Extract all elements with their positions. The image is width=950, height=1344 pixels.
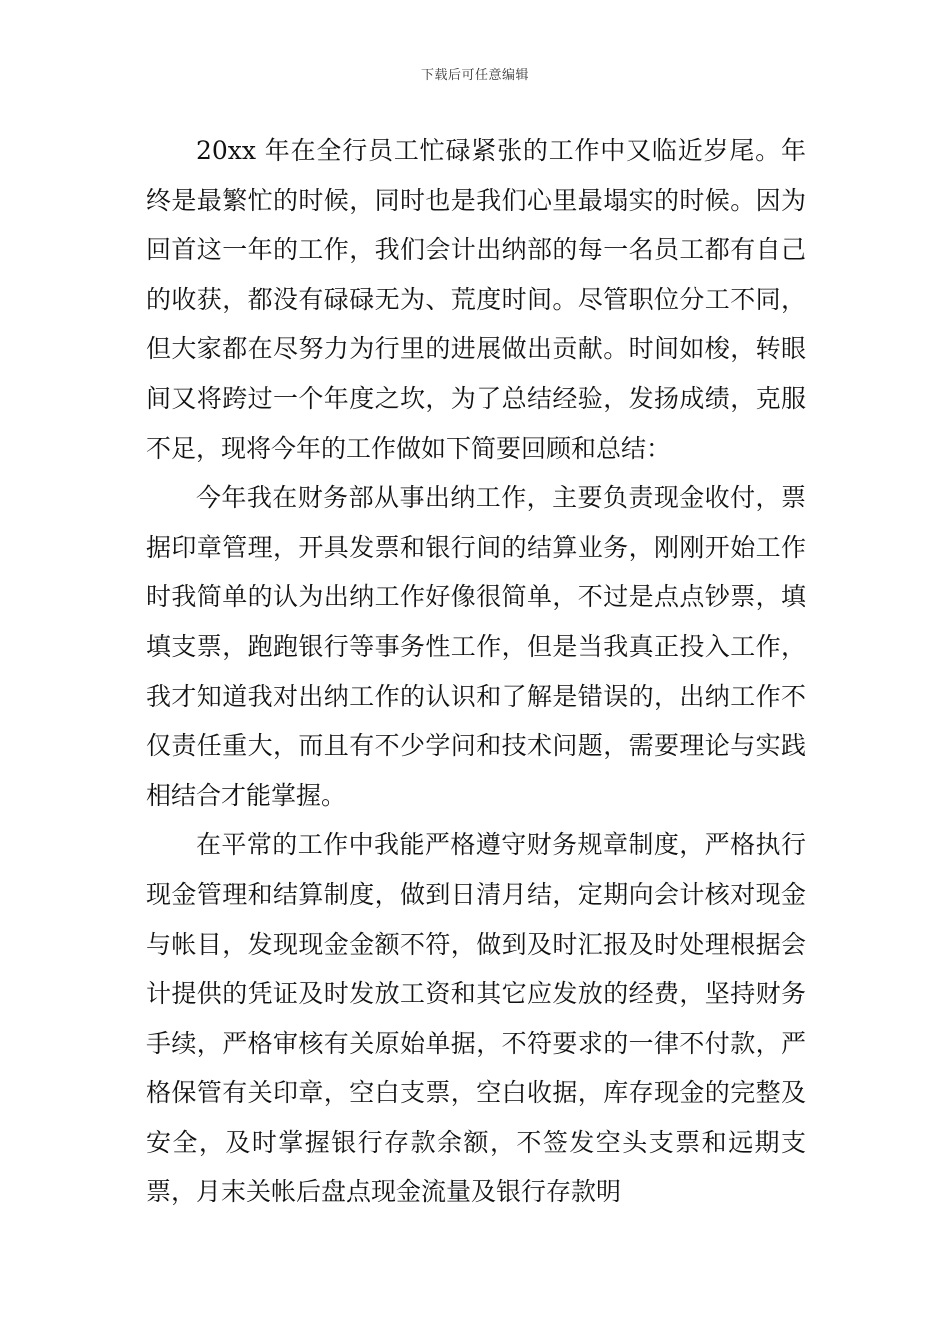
paragraph-2: 今年我在财务部从事出纳工作，主要负责现金收付，票据印章管理，开具发票和银行间的结算业务，刚刚开始工作时我简单的认为出纳工作好像很简单，不过是点点钞票，填填支票，跑跑银行等事务性工作，但是当我真正投入工作，我才知道我对出纳工作的认识和了解是错误的，出纳工作不仅责任重大，而且有不少学问和技术问题，需要理论与实践相结合才能掌握。 [146,483,806,810]
paragraph-1: 20xx 年在全行员工忙碌紧张的工作中又临近岁尾。年终是最繁忙的时候，同时也是我们心里最塌实的时候。因为回首这一年的工作，我们会计出纳部的每一名员工都有自己的收获，都没有碌碌无为、荒度时间。尽管职位分工不同，但大家都在尽努力为行里的进展做出贡献。时间如梭，转眼间又将跨过一个年度之坎，为了总结经验，发扬成绩，克服不足，现将今年的工作做如下简要回顾和总结： [146,136,806,463]
paragraph-3: 在平常的工作中我能严格遵守财务规章制度，严格执行现金管理和结算制度，做到日清月结，定期向会计核对现金与帐目，发现现金金额不符，做到及时汇报及时处理根据会计提供的凭证及时发放工资和其它应发放的经费，坚持财务手续，严格审核有关原始单据，不符要求的一律不付款，严格保管有关印章，空白支票，空白收据，库存现金的完整及安全，及时掌握银行存款余额，不签发空头支票和远期支票，月末关帐后盘点现金流量及银行存款明 [146,830,806,1207]
document-body [146,126,806,1217]
page-header: 下载后可任意编辑 [420,68,529,83]
